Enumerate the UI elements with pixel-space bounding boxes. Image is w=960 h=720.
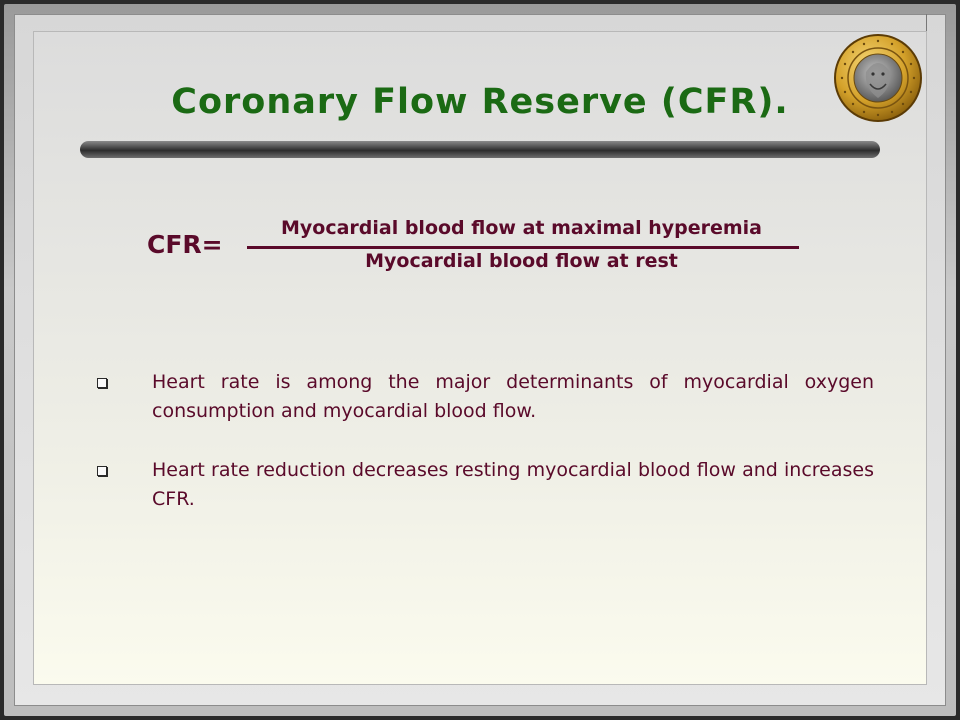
title-underline-bar — [80, 141, 880, 158]
formula-label: CFR= — [147, 230, 223, 259]
bullet-text: Heart rate is among the major determinants of myocardial oxygen consumption and myocardial blood flow. — [152, 371, 874, 422]
slide — [34, 32, 926, 684]
list-item — [96, 456, 874, 514]
slide-title: Coronary Flow Reserve (CFR). — [171, 82, 789, 122]
square-bullet-icon — [97, 466, 107, 476]
frame-tick — [926, 14, 927, 34]
bullet-text: Heart rate reduction decreases resting myocardial blood flow and increases CFR. — [152, 459, 874, 510]
list-item — [96, 368, 874, 426]
fraction-line — [247, 246, 799, 249]
square-bullet-icon — [97, 378, 107, 388]
formula-denominator: Myocardial blood flow at rest — [365, 250, 678, 272]
bullet-list — [96, 368, 874, 544]
formula-numerator: Myocardial blood flow at maximal hyperemia — [280, 217, 763, 239]
